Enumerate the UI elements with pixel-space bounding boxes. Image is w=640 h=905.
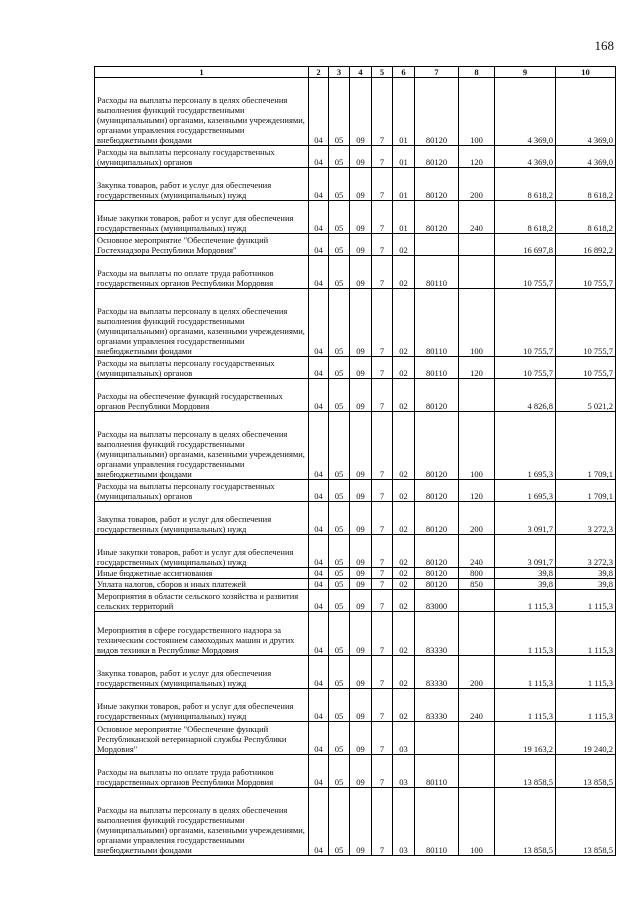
cell-c4: 09 (350, 78, 372, 146)
cell-c6: 02 (393, 357, 415, 379)
row-description: Иные закупки товаров, работ и услуг для обеспечения государственных (муниципальных) нужд (95, 689, 309, 722)
cell-c5: 7 (372, 289, 393, 357)
row-description: Иные закупки товаров, работ и услуг для обеспечения государственных (муниципальных) нужд (95, 201, 309, 234)
cell-c2: 04 (309, 722, 329, 755)
col-header: 4 (350, 67, 372, 78)
cell-c10: 8 618,2 (556, 168, 616, 201)
cell-c4: 09 (350, 379, 372, 412)
col-header: 2 (309, 67, 329, 78)
cell-c9: 16 697,8 (495, 234, 556, 256)
table-row (95, 722, 616, 755)
cell-c2: 04 (309, 535, 329, 568)
cell-c7: 80110 (415, 755, 459, 788)
page-number: 168 (594, 38, 614, 53)
cell-c9: 8 618,2 (495, 201, 556, 234)
cell-c8: 850 (459, 579, 495, 590)
cell-c3: 05 (329, 656, 350, 689)
cell-c5: 7 (372, 656, 393, 689)
cell-c4: 09 (350, 412, 372, 480)
cell-c7: 83000 (415, 590, 459, 612)
cell-c6: 01 (393, 168, 415, 201)
cell-c3: 05 (329, 289, 350, 357)
cell-c3: 05 (329, 788, 350, 856)
cell-c7: 80110 (415, 788, 459, 856)
cell-c10: 10 755,7 (556, 256, 616, 289)
cell-c5: 7 (372, 612, 393, 656)
cell-c4: 09 (350, 689, 372, 722)
row-description: Расходы на выплаты по оплате труда работников государственных органов Республики Мордовия (95, 256, 309, 289)
cell-c8: 240 (459, 689, 495, 722)
cell-c4: 09 (350, 568, 372, 579)
cell-c3: 05 (329, 146, 350, 168)
cell-c10: 13 858,5 (556, 788, 616, 856)
cell-c2: 04 (309, 502, 329, 535)
cell-c3: 05 (329, 590, 350, 612)
cell-c2: 04 (309, 78, 329, 146)
table-row (95, 788, 616, 856)
cell-c3: 05 (329, 502, 350, 535)
cell-c9: 1 695,3 (495, 412, 556, 480)
table-row (95, 755, 616, 788)
row-description: Расходы на выплаты персоналу государственных (муниципальных) органов (95, 357, 309, 379)
cell-c9: 1 115,3 (495, 689, 556, 722)
row-description: Расходы на выплаты по оплате труда работников государственных органов Республики Мордовия (95, 755, 309, 788)
cell-c5: 7 (372, 502, 393, 535)
cell-c7: 80110 (415, 357, 459, 379)
table-row (95, 480, 616, 502)
cell-c8: 100 (459, 412, 495, 480)
cell-c8: 120 (459, 146, 495, 168)
col-header: 6 (393, 67, 415, 78)
cell-c5: 7 (372, 755, 393, 788)
cell-c4: 09 (350, 256, 372, 289)
cell-c9: 39,8 (495, 568, 556, 579)
cell-c7: 80120 (415, 379, 459, 412)
col-header: 10 (556, 67, 616, 78)
cell-c2: 04 (309, 234, 329, 256)
cell-c3: 05 (329, 612, 350, 656)
cell-c2: 04 (309, 379, 329, 412)
cell-c6: 01 (393, 78, 415, 146)
row-description: Закупка товаров, работ и услуг для обеспечения государственных (муниципальных) нужд (95, 502, 309, 535)
cell-c9: 4 369,0 (495, 78, 556, 146)
table-row (95, 579, 616, 590)
cell-c7: 83330 (415, 656, 459, 689)
cell-c7: 83330 (415, 612, 459, 656)
table-row (95, 612, 616, 656)
table-row (95, 689, 616, 722)
cell-c4: 09 (350, 201, 372, 234)
table-row (95, 234, 616, 256)
cell-c7: 80120 (415, 579, 459, 590)
cell-c3: 05 (329, 568, 350, 579)
col-header: 9 (495, 67, 556, 78)
cell-c10: 16 892,2 (556, 234, 616, 256)
cell-c10: 1 115,3 (556, 656, 616, 689)
col-header: 5 (372, 67, 393, 78)
cell-c8: 200 (459, 168, 495, 201)
cell-c5: 7 (372, 579, 393, 590)
cell-c3: 05 (329, 234, 350, 256)
cell-c7: 80120 (415, 480, 459, 502)
row-description: Расходы на выплаты персоналу в целях обеспечения выполнения функций государственными (муниципальными) органами, казенными учреждениями, органами управления государственными внебюджетными фондами (95, 289, 309, 357)
cell-c3: 05 (329, 168, 350, 201)
cell-c7 (415, 722, 459, 755)
cell-c5: 7 (372, 78, 393, 146)
cell-c6: 02 (393, 412, 415, 480)
cell-c10: 39,8 (556, 579, 616, 590)
table-header-row (95, 67, 616, 78)
cell-c2: 04 (309, 357, 329, 379)
cell-c6: 01 (393, 146, 415, 168)
cell-c10: 13 858,5 (556, 755, 616, 788)
cell-c7: 80110 (415, 289, 459, 357)
cell-c3: 05 (329, 722, 350, 755)
cell-c9: 1 115,3 (495, 656, 556, 689)
cell-c2: 04 (309, 568, 329, 579)
row-description: Расходы на выплаты персоналу в целях обеспечения выполнения функций государственными (муниципальными) органами, казенными учреждениями, органами управления государственными внебюджетными фондами (95, 788, 309, 856)
table-row (95, 201, 616, 234)
cell-c6: 02 (393, 535, 415, 568)
cell-c9: 10 755,7 (495, 256, 556, 289)
cell-c10: 5 021,2 (556, 379, 616, 412)
cell-c2: 04 (309, 480, 329, 502)
cell-c9: 39,8 (495, 579, 556, 590)
cell-c5: 7 (372, 412, 393, 480)
cell-c8: 200 (459, 502, 495, 535)
cell-c7: 80120 (415, 168, 459, 201)
cell-c6: 02 (393, 502, 415, 535)
cell-c8 (459, 256, 495, 289)
cell-c6: 02 (393, 480, 415, 502)
cell-c2: 04 (309, 788, 329, 856)
cell-c9: 1 115,3 (495, 612, 556, 656)
table-row (95, 168, 616, 201)
cell-c8: 200 (459, 656, 495, 689)
cell-c10: 10 755,7 (556, 289, 616, 357)
row-description: Иные бюджетные ассигнования (95, 568, 309, 579)
cell-c10: 1 709,1 (556, 412, 616, 480)
cell-c6: 01 (393, 201, 415, 234)
cell-c4: 09 (350, 755, 372, 788)
row-description: Мероприятия в области сельского хозяйства и развития сельских территорий (95, 590, 309, 612)
cell-c2: 04 (309, 579, 329, 590)
cell-c6: 03 (393, 755, 415, 788)
cell-c3: 05 (329, 480, 350, 502)
cell-c6: 02 (393, 579, 415, 590)
cell-c2: 04 (309, 146, 329, 168)
cell-c7: 83330 (415, 689, 459, 722)
cell-c10: 4 369,0 (556, 146, 616, 168)
cell-c10: 1 709,1 (556, 480, 616, 502)
cell-c8 (459, 590, 495, 612)
cell-c4: 09 (350, 480, 372, 502)
cell-c7: 80110 (415, 256, 459, 289)
cell-c6: 02 (393, 234, 415, 256)
cell-c7: 80120 (415, 201, 459, 234)
cell-c2: 04 (309, 755, 329, 788)
cell-c4: 09 (350, 788, 372, 856)
row-description: Расходы на выплаты персоналу государственных (муниципальных) органов (95, 480, 309, 502)
cell-c10: 19 240,2 (556, 722, 616, 755)
row-description: Расходы на выплаты персоналу в целях обеспечения выполнения функций государственными (муниципальными) органами, казенными учреждениями, органами управления государственными внебюджетными фондами (95, 412, 309, 480)
cell-c10: 1 115,3 (556, 590, 616, 612)
cell-c9: 8 618,2 (495, 168, 556, 201)
table-row (95, 590, 616, 612)
cell-c8: 800 (459, 568, 495, 579)
cell-c10: 3 272,3 (556, 535, 616, 568)
cell-c4: 09 (350, 590, 372, 612)
cell-c3: 05 (329, 412, 350, 480)
cell-c5: 7 (372, 535, 393, 568)
cell-c9: 4 369,0 (495, 146, 556, 168)
cell-c2: 04 (309, 612, 329, 656)
row-description: Расходы на обеспечение функций государственных органов Республики Мордовия (95, 379, 309, 412)
cell-c9: 3 091,7 (495, 535, 556, 568)
cell-c8: 120 (459, 480, 495, 502)
cell-c3: 05 (329, 379, 350, 412)
cell-c4: 09 (350, 357, 372, 379)
row-description: Закупка товаров, работ и услуг для обеспечения государственных (муниципальных) нужд (95, 168, 309, 201)
cell-c4: 09 (350, 168, 372, 201)
row-description: Расходы на выплаты персоналу государственных (муниципальных) органов (95, 146, 309, 168)
cell-c9: 13 858,5 (495, 755, 556, 788)
cell-c6: 02 (393, 689, 415, 722)
cell-c9: 3 091,7 (495, 502, 556, 535)
cell-c8 (459, 612, 495, 656)
row-description: Мероприятия в сфере государственного надзора за техническим состоянием самоходных машин и других видов техники в Республике Мордовия (95, 612, 309, 656)
cell-c6: 02 (393, 656, 415, 689)
table-row (95, 289, 616, 357)
table-row (95, 412, 616, 480)
table-row (95, 78, 616, 146)
cell-c3: 05 (329, 535, 350, 568)
cell-c4: 09 (350, 579, 372, 590)
cell-c3: 05 (329, 78, 350, 146)
cell-c6: 02 (393, 289, 415, 357)
table-row (95, 256, 616, 289)
cell-c6: 02 (393, 612, 415, 656)
cell-c10: 10 755,7 (556, 357, 616, 379)
cell-c6: 02 (393, 568, 415, 579)
cell-c2: 04 (309, 656, 329, 689)
cell-c3: 05 (329, 357, 350, 379)
cell-c5: 7 (372, 568, 393, 579)
cell-c4: 09 (350, 722, 372, 755)
cell-c6: 02 (393, 590, 415, 612)
cell-c5: 7 (372, 689, 393, 722)
cell-c5: 7 (372, 379, 393, 412)
cell-c8: 120 (459, 357, 495, 379)
cell-c5: 7 (372, 590, 393, 612)
cell-c2: 04 (309, 168, 329, 201)
cell-c5: 7 (372, 146, 393, 168)
budget-table (94, 66, 616, 856)
cell-c4: 09 (350, 656, 372, 689)
cell-c2: 04 (309, 256, 329, 289)
row-description: Уплата налогов, сборов и иных платежей (95, 579, 309, 590)
row-description: Иные закупки товаров, работ и услуг для обеспечения государственных (муниципальных) нужд (95, 535, 309, 568)
cell-c8 (459, 234, 495, 256)
row-description: Закупка товаров, работ и услуг для обеспечения государственных (муниципальных) нужд (95, 656, 309, 689)
row-description: Расходы на выплаты персоналу в целях обеспечения выполнения функций государственными (муниципальными) органами, казенными учреждениями, органами управления государственными внебюджетными фондами (95, 78, 309, 146)
cell-c7: 80120 (415, 146, 459, 168)
cell-c10: 8 618,2 (556, 201, 616, 234)
cell-c6: 03 (393, 788, 415, 856)
cell-c8: 240 (459, 535, 495, 568)
cell-c9: 10 755,7 (495, 357, 556, 379)
table-row (95, 379, 616, 412)
cell-c8 (459, 722, 495, 755)
table-row (95, 502, 616, 535)
cell-c8: 100 (459, 289, 495, 357)
cell-c3: 05 (329, 579, 350, 590)
cell-c6: 03 (393, 722, 415, 755)
cell-c8 (459, 755, 495, 788)
row-description: Основное мероприятие "Обеспечение функций Гостехнадзора Республики Мордовия" (95, 234, 309, 256)
col-header: 3 (329, 67, 350, 78)
cell-c4: 09 (350, 612, 372, 656)
cell-c9: 1 695,3 (495, 480, 556, 502)
cell-c5: 7 (372, 357, 393, 379)
cell-c5: 7 (372, 168, 393, 201)
cell-c10: 1 115,3 (556, 612, 616, 656)
cell-c8: 100 (459, 788, 495, 856)
table-row (95, 357, 616, 379)
cell-c7 (415, 234, 459, 256)
cell-c7: 80120 (415, 78, 459, 146)
cell-c9: 1 115,3 (495, 590, 556, 612)
col-header: 8 (459, 67, 495, 78)
cell-c9: 4 826,8 (495, 379, 556, 412)
cell-c3: 05 (329, 201, 350, 234)
cell-c7: 80120 (415, 502, 459, 535)
cell-c5: 7 (372, 201, 393, 234)
cell-c8: 100 (459, 78, 495, 146)
cell-c10: 3 272,3 (556, 502, 616, 535)
cell-c4: 09 (350, 146, 372, 168)
cell-c5: 7 (372, 234, 393, 256)
cell-c2: 04 (309, 689, 329, 722)
cell-c2: 04 (309, 289, 329, 357)
cell-c4: 09 (350, 535, 372, 568)
cell-c7: 80120 (415, 568, 459, 579)
col-header: 7 (415, 67, 459, 78)
cell-c9: 19 163,2 (495, 722, 556, 755)
table-row (95, 656, 616, 689)
cell-c5: 7 (372, 256, 393, 289)
cell-c3: 05 (329, 256, 350, 289)
cell-c9: 10 755,7 (495, 289, 556, 357)
cell-c2: 04 (309, 201, 329, 234)
cell-c10: 1 115,3 (556, 689, 616, 722)
cell-c4: 09 (350, 234, 372, 256)
cell-c9: 13 858,5 (495, 788, 556, 856)
cell-c2: 04 (309, 590, 329, 612)
table-row (95, 568, 616, 579)
cell-c6: 02 (393, 379, 415, 412)
cell-c7: 80120 (415, 412, 459, 480)
table-row (95, 146, 616, 168)
cell-c4: 09 (350, 502, 372, 535)
cell-c3: 05 (329, 689, 350, 722)
cell-c6: 02 (393, 256, 415, 289)
cell-c3: 05 (329, 755, 350, 788)
cell-c10: 39,8 (556, 568, 616, 579)
cell-c2: 04 (309, 412, 329, 480)
cell-c10: 4 369,0 (556, 78, 616, 146)
cell-c4: 09 (350, 289, 372, 357)
col-header: 1 (95, 67, 309, 78)
cell-c8: 240 (459, 201, 495, 234)
cell-c8 (459, 379, 495, 412)
cell-c5: 7 (372, 722, 393, 755)
cell-c5: 7 (372, 480, 393, 502)
cell-c7: 80120 (415, 535, 459, 568)
cell-c5: 7 (372, 788, 393, 856)
table-row (95, 535, 616, 568)
row-description: Основное мероприятие "Обеспечение функций Республиканской ветеринарной службы Республики Мордовия" (95, 722, 309, 755)
